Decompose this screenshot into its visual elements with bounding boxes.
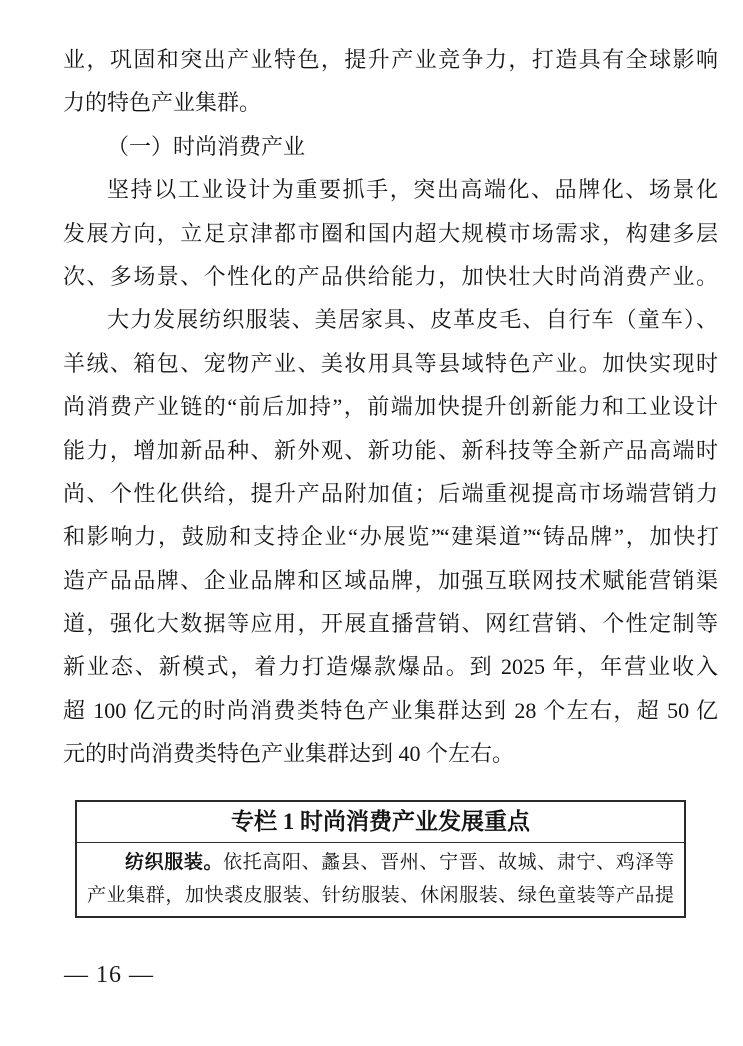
highlight-box-lead: 纺织服装。 <box>125 852 224 873</box>
body-text-line: 超 100 亿元的时尚消费类特色产业集群达到 28 个左右，超 50 亿 <box>63 697 718 723</box>
body-text-line: 尚、个性化供给，提升产品附加值；后端重视提高市场端营销力 <box>63 480 718 506</box>
body-text <box>63 38 718 776</box>
highlight-box-line: 产业集群，加快裘皮服装、针纺服装、休闲服装、绿色童装等产品提 <box>87 885 674 906</box>
highlight-box-line <box>87 846 674 879</box>
body-text-line: 发展方向，立足京津都市圈和国内超大规模市场需求，构建多层 <box>63 220 718 246</box>
page-number: — 16 — <box>64 962 154 988</box>
body-text-line: 新业态、新模式，着力打造爆款爆品。到 2025 年，年营业收入 <box>63 654 718 680</box>
highlight-box-body <box>77 843 684 916</box>
body-text-line: 和影响力，鼓励和支持企业“办展览”“建渠道”“铸品牌”，加快打 <box>63 524 718 550</box>
body-text-line: 元的时尚消费类特色产业集群达到 40 个左右。 <box>63 741 515 767</box>
body-text-line: 大力发展纺织服装、美居家具、皮革皮毛、自行车（童车）、 <box>107 307 718 333</box>
section-heading: （一）时尚消费产业 <box>107 133 306 159</box>
body-text-line: 道，强化大数据等应用，开展直播营销、网红营销、个性定制等 <box>63 611 718 637</box>
highlight-box-column-1 <box>75 800 686 918</box>
body-text-line: 羊绒、箱包、宠物产业、美妆用具等县域特色产业。加快实现时 <box>63 350 718 376</box>
highlight-box-text: 依托高阳、蠡县、晋州、宁晋、故城、肃宁、鸡泽等 <box>223 852 674 873</box>
body-text-line: 造产品品牌、企业品牌和区域品牌，加强互联网技术赋能营销渠 <box>63 567 718 593</box>
body-text-line: 次、多场景、个性化的产品供给能力，加快壮大时尚消费产业。 <box>63 263 718 289</box>
body-text-line: 能力，增加新品种、新外观、新功能、新科技等全新产品高端时 <box>63 437 718 463</box>
body-text-line: 业，巩固和突出产业特色，提升产业竞争力，打造具有全球影响 <box>63 47 718 72</box>
highlight-box-title: 专栏 1 时尚消费产业发展重点 <box>77 802 684 843</box>
body-text-line: 尚消费产业链的“前后加持”，前端加快提升创新能力和工业设计 <box>63 394 718 420</box>
body-text-line: 力的特色产业集群。 <box>63 90 262 116</box>
body-text-line: 坚持以工业设计为重要抓手，突出高端化、品牌化、场景化 <box>107 177 718 203</box>
